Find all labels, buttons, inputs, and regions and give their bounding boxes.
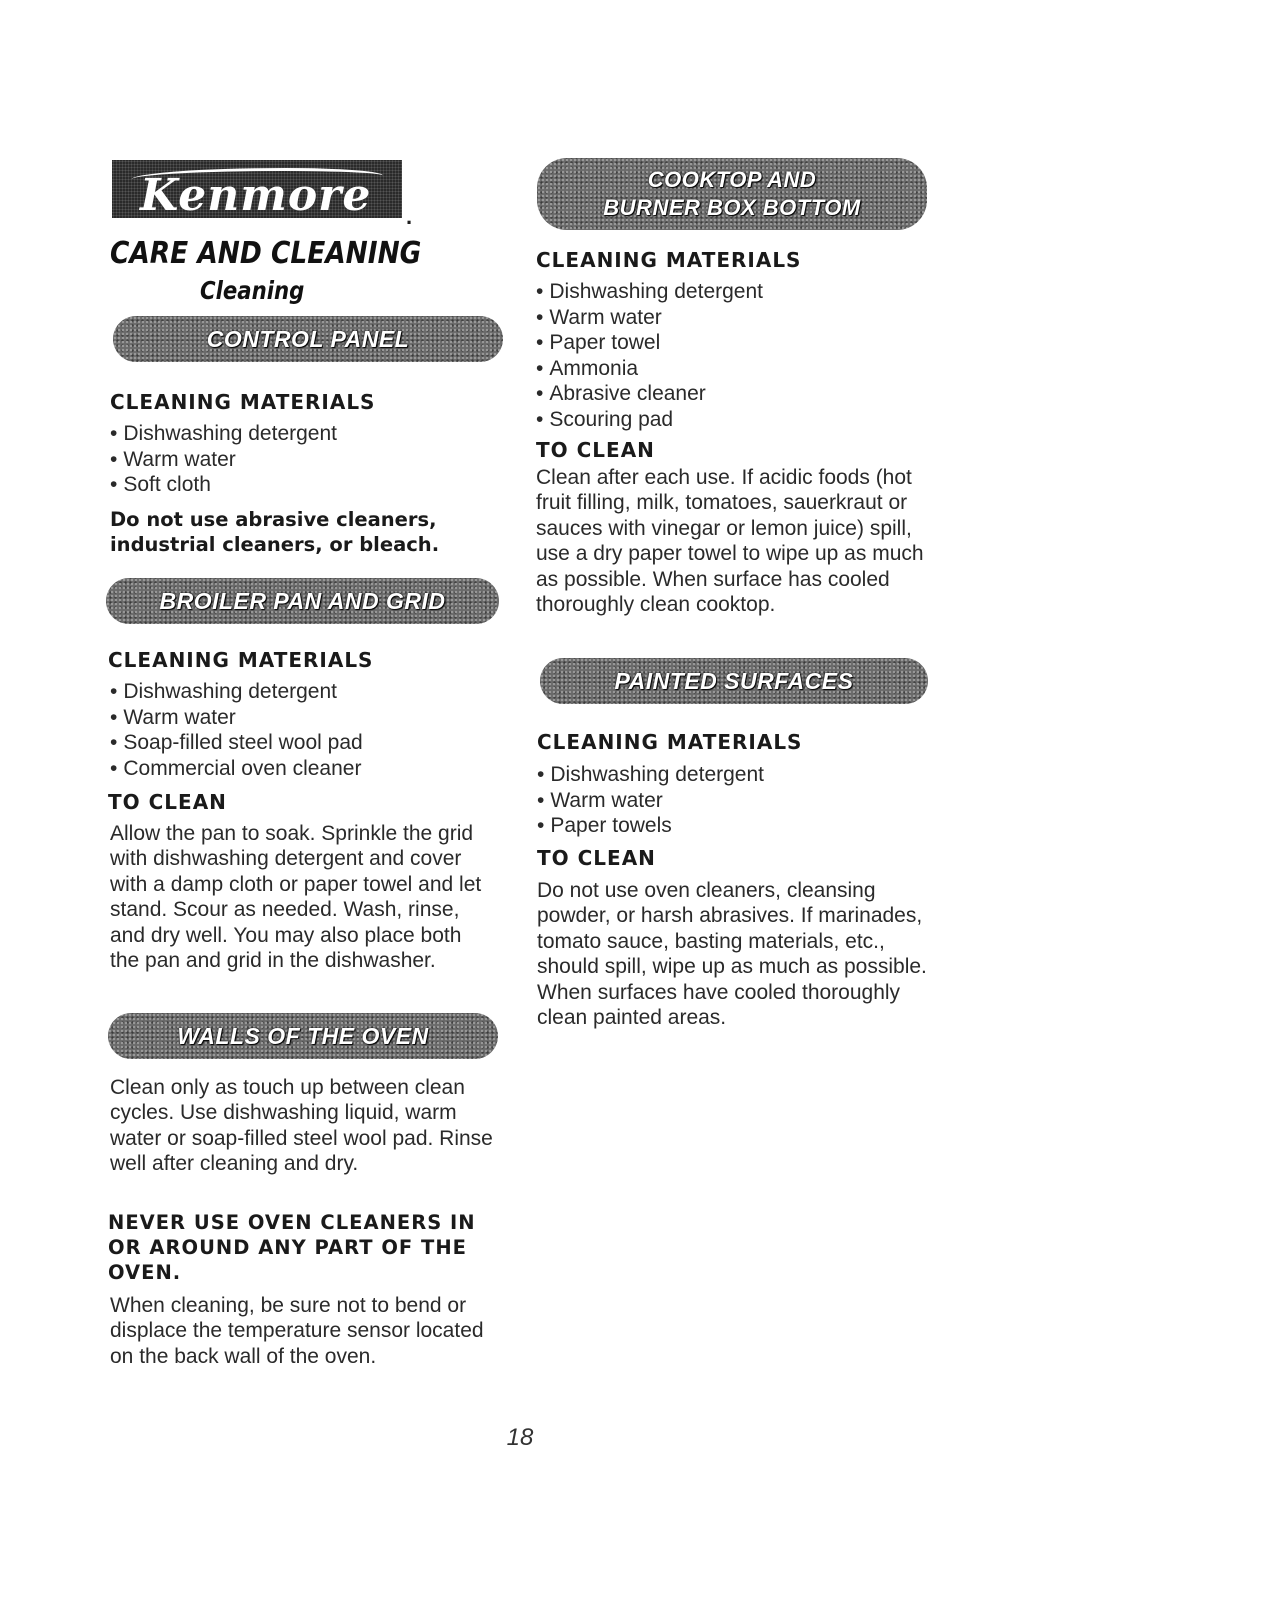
broiler-to-clean-heading: TO CLEAN (108, 790, 227, 814)
section-banner-painted-surfaces: PAINTED SURFACES (540, 658, 928, 704)
walls-warning: NEVER USE OVEN CLEANERS IN OR AROUND ANY PART OF THE OVEN. (108, 1211, 476, 1284)
broiler-materials-heading: CLEANING MATERIALS (108, 648, 374, 672)
control-panel-warning: Do not use abrasive cleaners, industrial cleaners, or bleach. (110, 508, 440, 556)
list-item: • Soap-filled steel wool pad (110, 730, 363, 756)
walls-text-2: When cleaning, be sure not to bend or displace the temperature sensor located on the back wall of the oven. (110, 1294, 484, 1368)
section-banner-broiler-pan: BROILER PAN AND GRID (106, 578, 499, 624)
control-panel-materials-heading: CLEANING MATERIALS (110, 390, 376, 414)
list-item: • Dishwashing detergent (536, 279, 763, 305)
cooktop-to-clean-heading: TO CLEAN (536, 438, 655, 462)
section-banner-cooktop (537, 158, 927, 230)
list-item: • Scouring pad (536, 407, 763, 433)
list-item: • Ammonia (536, 356, 763, 382)
logo-text: Kenmore (140, 170, 372, 221)
painted-to-clean-text: Do not use oven cleaners, cleansing powder, or harsh abrasives. If marinades, tomato sauce, basting materials, etc., should spill, wipe up as much as possible. When surfaces have cooled thoroughly clean painted areas. (537, 879, 927, 1030)
painted-materials-heading: CLEANING MATERIALS (537, 730, 803, 754)
control-panel-materials-list (110, 421, 337, 498)
cooktop-materials-list (536, 279, 763, 432)
list-item: • Abrasive cleaner (536, 381, 763, 407)
brand-logo (112, 160, 413, 229)
page-subtitle: Cleaning (200, 276, 305, 305)
page-title: CARE AND CLEANING (110, 236, 422, 271)
list-item: • Warm water (537, 788, 764, 814)
page-number: 18 (506, 1424, 534, 1451)
list-item: • Dishwashing detergent (110, 679, 363, 705)
list-item: • Warm water (110, 705, 363, 731)
logo-trademark-dot: . (406, 204, 413, 229)
section-banner-walls-of-oven: WALLS OF THE OVEN (108, 1013, 498, 1059)
walls-text: Clean only as touch up between clean cycles. Use dishwashing liquid, warm water or soap-filled steel wool pad. Rinse well after cleaning and dry. (110, 1076, 493, 1176)
list-item: • Paper towel (536, 330, 763, 356)
list-item: • Dishwashing detergent (537, 762, 764, 788)
list-item: • Commercial oven cleaner (110, 756, 363, 782)
kenmore-logo (112, 160, 402, 221)
painted-to-clean-heading: TO CLEAN (537, 846, 656, 870)
broiler-to-clean-text: Allow the pan to soak. Sprinkle the grid with dishwashing detergent and cover with a damp cloth or paper towel and let stand. Scour as needed. Wash, rinse, and dry well. You may also place both the pan and grid in the dishwasher. (110, 822, 482, 973)
cooktop-banner-line-2: BURNER BOX BOTTOM (603, 195, 861, 220)
cooktop-banner-line-1: COOKTOP AND (647, 167, 817, 192)
list-item: • Dishwashing detergent (110, 421, 337, 447)
list-item: • Paper towels (537, 813, 764, 839)
list-item: • Warm water (110, 447, 337, 473)
cooktop-materials-heading: CLEANING MATERIALS (536, 248, 802, 272)
list-item: • Soft cloth (110, 472, 337, 498)
cooktop-to-clean-text: Clean after each use. If acidic foods (hot fruit filling, milk, tomatoes, sauerkraut or sauces with vinegar or lemon juice) spill, use a dry paper towel to wipe up as much as possible. When surface has cooled thoroughly clean cooktop. (536, 466, 924, 617)
broiler-materials-list (110, 679, 363, 781)
section-banner-control-panel: CONTROL PANEL (113, 316, 503, 362)
list-item: • Warm water (536, 305, 763, 331)
painted-materials-list (537, 762, 764, 839)
